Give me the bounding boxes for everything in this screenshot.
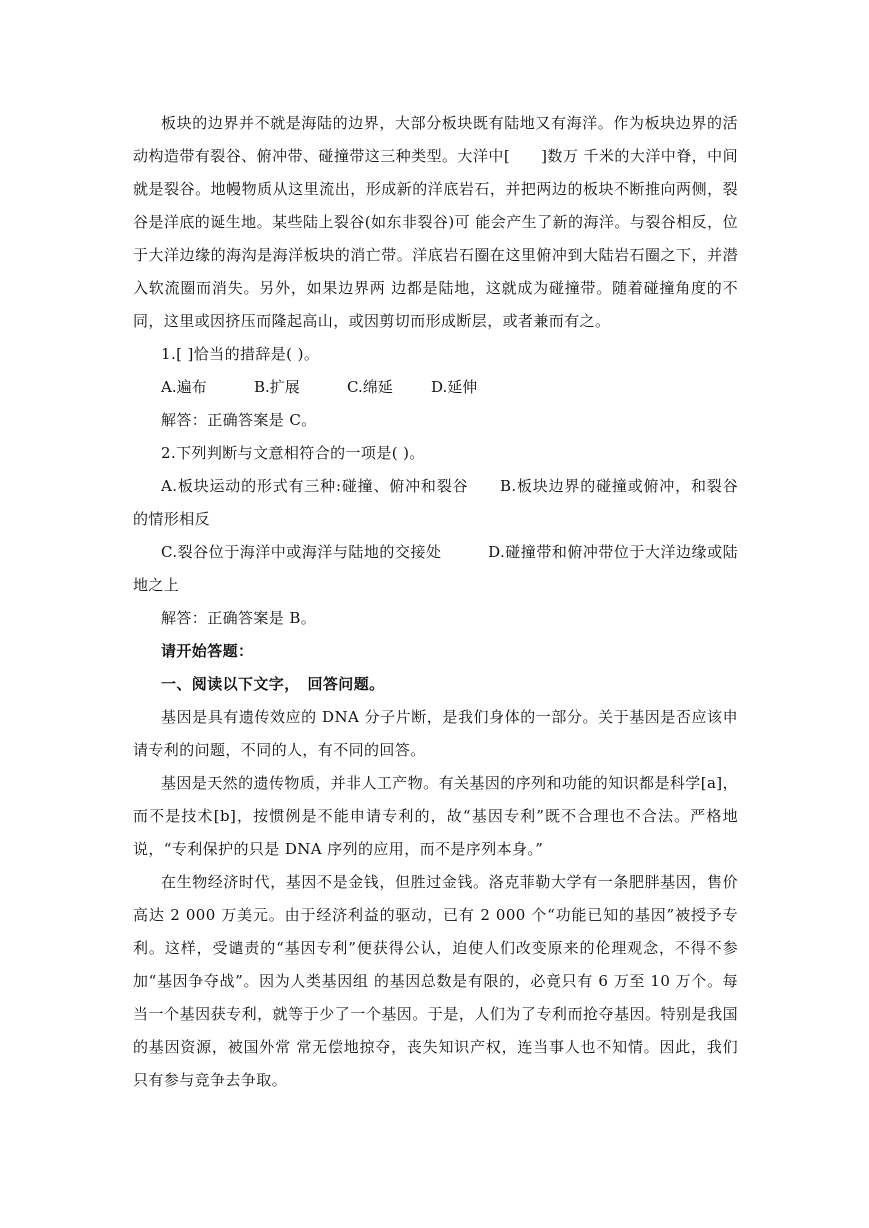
question1-option-a: A.遍布 (161, 378, 207, 396)
question1-options (133, 371, 738, 404)
passage2-paragraph-3: 在生物经济时代，基因不是金钱，但胜过金钱。洛克菲勒大学有一条肥胖基因，售价高达 2 000 万美元。由于经济利益的驱动，已有 2 000 个“功能已知的基因”被授予专利。这样，受谴责的“基因专利”便获得公认，迫使人们改变原来的伦理观念，不得不参加“基因争夺战”。因为人类基因组 的基因总数是有限的，必竟只有 6 万至 10 万个。每当一个基因获专利，就等于少了一个基因。于是，人们为了专利而抢夺基因。特别是我国的基因资源，被国外常 常无偿地掠夺，丧失知识产权，连当事人也不知情。因此，我们只有参与竞争去争取。 (133, 873, 738, 1089)
document-body (133, 107, 738, 1097)
question1-stem: 1.[ ]恰当的措辞是( )。 (161, 345, 320, 363)
question1-option-c: C.绵延 (347, 378, 393, 396)
question2-options-cd: C.裂谷位于海洋中或海洋与陆地的交接处 D.碰撞带和俯冲带位于大洋边缘或陆地之上 (133, 543, 738, 594)
question1-answer: 解答：正确答案是 C。 (161, 411, 317, 429)
question2-options-ab: A.板块运动的形式有三种:碰撞、俯冲和裂谷 B.板块边界的碰撞或俯冲，和裂谷的情形相反 (133, 477, 738, 528)
question2-answer: 解答：正确答案是 B。 (161, 609, 317, 627)
question1-option-b: B.扩展 (254, 378, 300, 396)
passage1-paragraph: 板块的边界并不就是海陆的边界，大部分板块既有陆地又有海洋。作为板块边界的活动构造带有裂谷、俯冲带、碰撞带这三种类型。大洋中[ ]数万 千米的大洋中脊，中间就是裂谷。地幔物质从这里流出，形成新的洋底岩石，并把两边的板块不断推向两侧，裂谷是洋底的诞生地。某些陆上裂谷(如东非裂谷)可 能会产生了新的海洋。与裂谷相反，位于大洋边缘的海沟是海洋板块的消亡带。洋底岩石圈在这里俯冲到大陆岩石圈之下，并潜入软流圈而消失。另外，如果边界两 边都是陆地，这就成为碰撞带。随着碰撞角度的不同，这里或因挤压而隆起高山，或因剪切而形成断层，或者兼而有之。 (133, 114, 738, 330)
passage2-paragraph-1: 基因是具有遗传效应的 DNA 分子片断，是我们身体的一部分。关于基因是否应该申请专利的问题，不同的人，有不同的回答。 (133, 708, 738, 759)
section-heading: 一、阅读以下文字， 回答问题。 (161, 675, 385, 693)
question1-option-d: D.延伸 (431, 378, 478, 396)
start-prompt: 请开始答题： (161, 642, 254, 660)
passage2-paragraph-2: 基因是天然的遗传物质，并非人工产物。有关基因的序列和功能的知识都是科学[a]，而不是技术[b]，按惯例是不能申请专利的，故“基因专利”既不合理也不合法。严格地说，“专利保护的只是 DNA 序列的应用，而不是序列本身。” (133, 774, 738, 858)
question2-stem: 2.下列判断与文意相符合的一项是( )。 (161, 444, 425, 462)
